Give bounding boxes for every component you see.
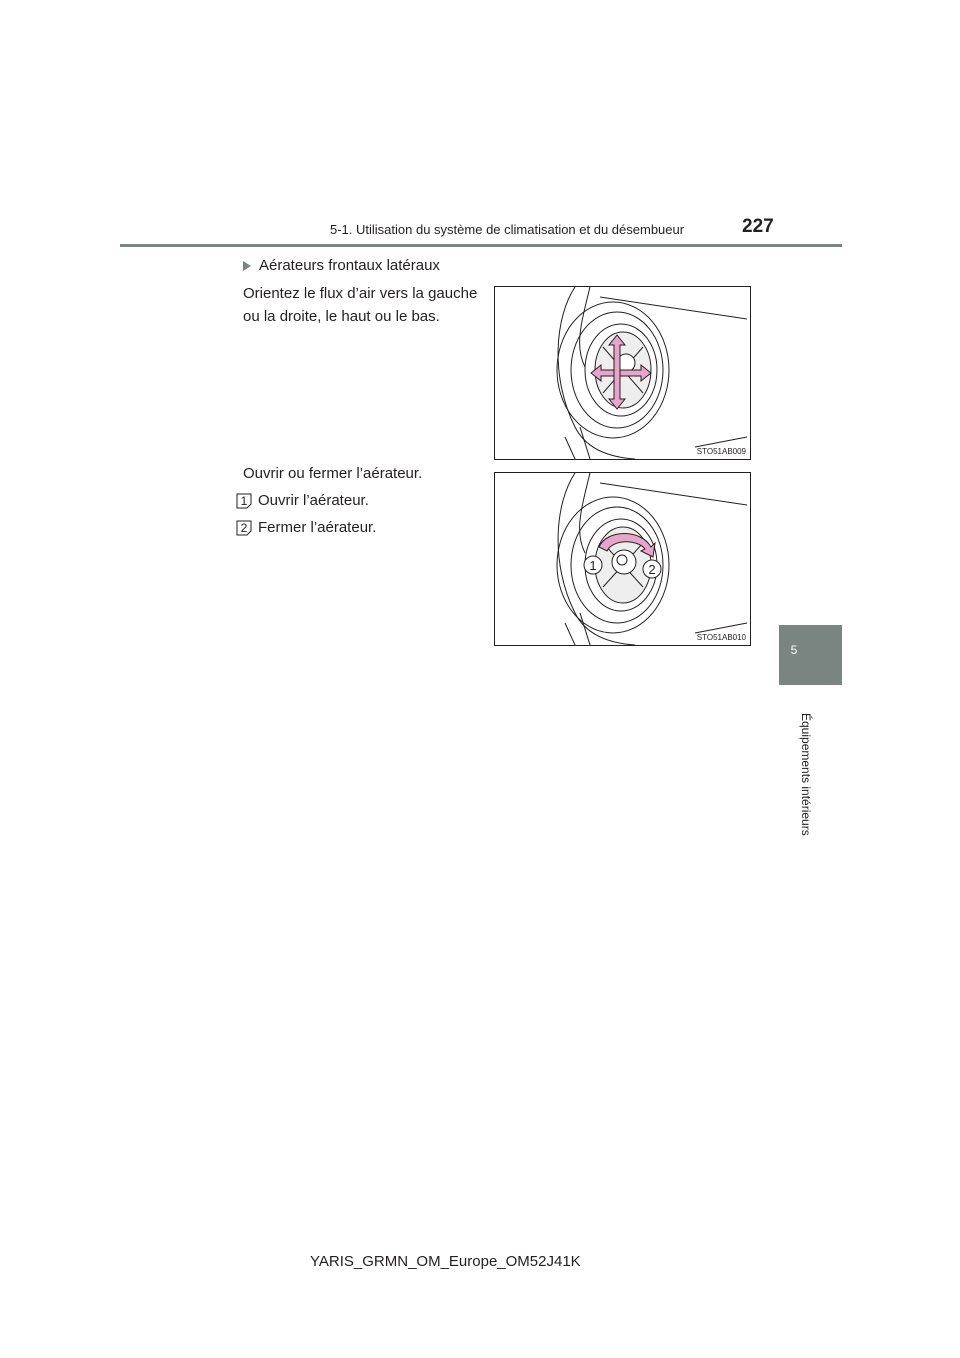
step-text: Fermer l’aérateur. [258,519,377,536]
footer-document-id: YARIS_GRMN_OM_Europe_OM52J41K [310,1253,581,1270]
callout-label-1: 1 [589,558,597,573]
list-item [236,519,376,536]
paragraph-direction: Orientez le flux d’air vers la gauche ou la droite, le haut ou le bas. [243,285,478,325]
page-number: 227 [742,216,774,237]
step-number-badge: 2 [236,520,252,536]
figure-vent-direction [494,286,751,460]
chapter-number: 5 [790,643,798,657]
header-divider [120,244,842,247]
triangle-bullet-icon [243,261,251,271]
vent-direction-illustration [495,287,750,459]
chapter-label: Équipements intérieurs [799,713,813,836]
paragraph-open-close: Ouvrir ou fermer l’aérateur. [243,465,423,482]
vent-dial-illustration [495,473,750,645]
list-item [236,492,369,509]
callout-label-2: 2 [648,562,656,577]
step-number-badge: 1 [236,493,252,509]
figure-vent-open-close [494,472,751,646]
section-heading [243,257,440,274]
step-text: Ouvrir l’aérateur. [258,492,369,509]
figure-code: STO51AB010 [696,633,746,642]
figure-code: STO51AB009 [696,447,746,456]
heading-text: Aérateurs frontaux latéraux [259,257,440,274]
section-title: 5-1. Utilisation du système de climatisation et du désembueur [330,222,685,237]
